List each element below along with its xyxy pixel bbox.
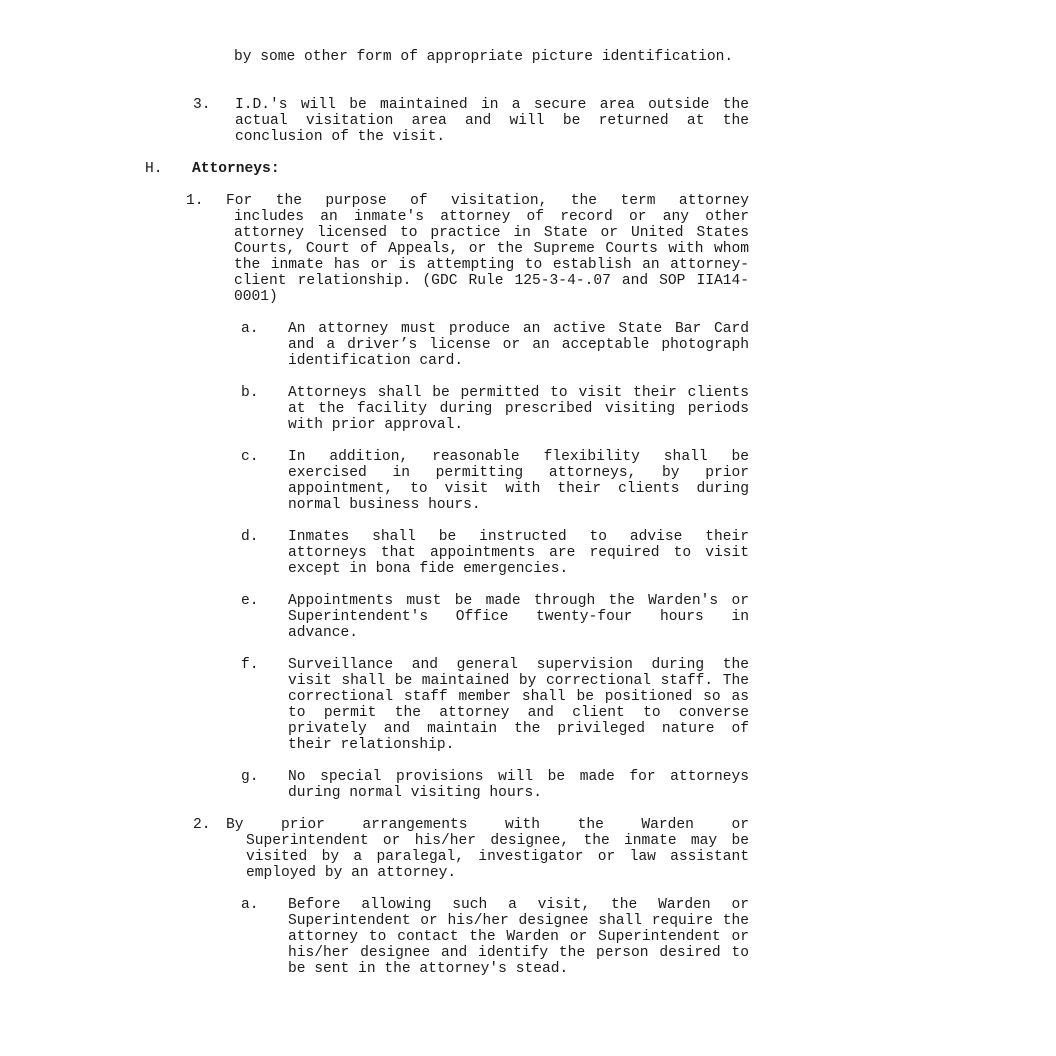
subitem-g-marker: g.	[241, 769, 259, 785]
subitem-b-text: Attorneys shall be permitted to visit their clients at the facility during prescribed visiting periods with prior approval.	[288, 385, 749, 433]
subitem-d-marker: d.	[241, 529, 259, 545]
subitem-a-marker: a.	[241, 321, 259, 337]
item-2-marker: 2.	[193, 817, 211, 833]
subitem-e-marker: e.	[241, 593, 259, 609]
subitem-d-text: Inmates shall be instructed to advise their attorneys that appointments are required to visit except in bona fide emergencies.	[288, 529, 749, 577]
item-2-text: Superintendent or his/her designee, the inmate may be visited by a paralegal, investigator or law assistant employed by an attorney.	[246, 833, 749, 881]
section-h-marker: H.	[145, 161, 163, 177]
item-2-subitem-a-marker: a.	[241, 897, 259, 913]
subitem-f-text: Surveillance and general supervision during the visit shall be maintained by correctional staff. The correctional staff member shall be positioned so as to permit the attorney and client to converse privately and maintain the privileged nature of their relationship.	[288, 657, 749, 753]
item-3-text: I.D.'s will be maintained in a secure area outside the actual visitation area and will be returned at the conclusion of the visit.	[235, 97, 749, 145]
item-1-lead: For the purpose of visitation, the term attorney	[226, 193, 749, 209]
subitem-g-text: No special provisions will be made for attorneys during normal visiting hours.	[288, 769, 749, 801]
item-3-marker: 3.	[193, 97, 211, 113]
subitem-a-text: An attorney must produce an active State Bar Card and a driver’s license or an acceptable photograph identification card.	[288, 321, 749, 369]
section-h-title: Attorneys:	[192, 161, 280, 177]
item-1-marker: 1.	[186, 193, 204, 209]
subitem-b-marker: b.	[241, 385, 259, 401]
continuation-paragraph: by some other form of appropriate picture identification.	[234, 49, 734, 65]
item-1-text: includes an inmate's attorney of record or any other attorney licensed to practice in State or United States Courts, Court of Appeals, or the Supreme Courts with whom the inmate has or is attempting to establish an attorney-client relationship. (GDC Rule 125-3-4-.07 and SOP IIA14-0001)	[234, 209, 749, 305]
item-2-lead: By prior arrangements with the Warden or	[226, 817, 749, 833]
subitem-c-text: In addition, reasonable flexibility shall be exercised in permitting attorneys, by prior appointment, to visit with their clients during normal business hours.	[288, 449, 749, 513]
item-2-subitem-a-text: Before allowing such a visit, the Warden or Superintendent or his/her designee shall require the attorney to contact the Warden or Superintendent or his/her designee and identify the person desired to be sent in the attorney's stead.	[288, 897, 749, 977]
subitem-e-text: Appointments must be made through the Warden's or Superintendent's Office twenty-four hours in advance.	[288, 593, 749, 641]
subitem-c-marker: c.	[241, 449, 259, 465]
subitem-f-marker: f.	[241, 657, 259, 673]
